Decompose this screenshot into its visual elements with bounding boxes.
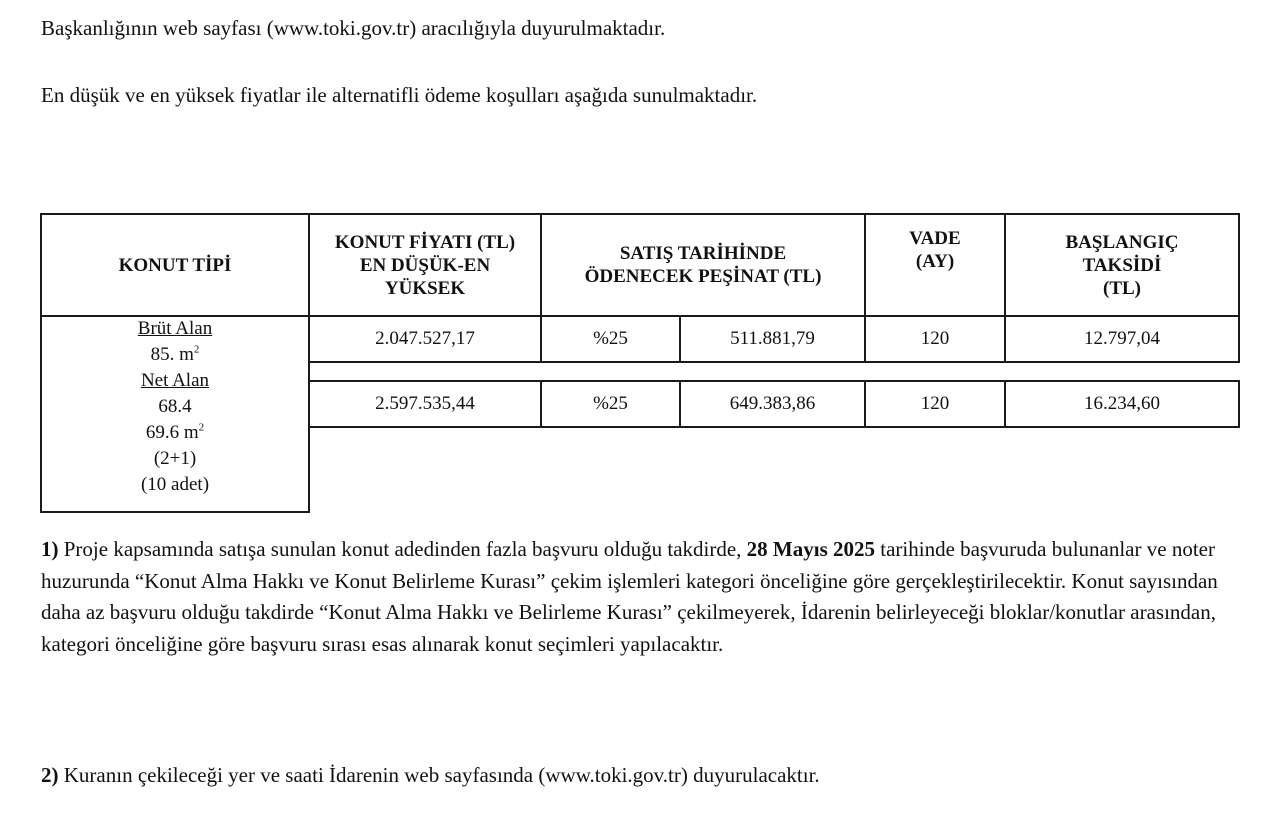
note-1: 1) Proje kapsamında satışa sunulan konut adedinden fazla başvuru olduğu takdirde, 28 Mayıs 2025 tarihinde başvuruda bulunanlar ve noter huzurunda “Konut Alma Hakkı ve Konut Belirleme Kurası” çekim işlemleri kategori önceliğine göre gerçekleştirilecektir. Konut sayısından daha az başvuru olduğu takdirde “Konut Alma Hakkı ve Belirleme Kurası” çekilmeyerek, İdarenin belirleyeceği bloklar/konutlar arasından, kategori önceliğine göre başvuru sırası esas alınarak konut seçimleri yapılacaktır.	[41, 537, 1218, 656]
row2-oran: %25	[593, 393, 628, 414]
note-2-number: 2)	[41, 763, 59, 787]
header-vade: VADE (AY)	[909, 228, 961, 272]
konut-adet: (10 adet)	[140, 474, 210, 495]
note-1-number: 1)	[41, 537, 59, 561]
header-taksit: BAŞLANGIÇ TAKSİDİ (TL)	[1065, 231, 1179, 299]
row1-pesinat: 511.881,79	[730, 328, 815, 349]
brut-alan-value: 85. $m^2$	[150, 343, 200, 365]
header-pesinat: SATIŞ TARİHİNDE ÖDENECEK PEŞİNAT (TL)	[584, 243, 822, 287]
row2-fiyat: 2.597.535,44	[375, 393, 475, 414]
note-1-date: 28 Mayıs 2025	[746, 537, 875, 561]
row1-taksit: 12.797,04	[1084, 328, 1160, 349]
konut-tipi-description	[40, 316, 310, 498]
brut-alan-label: Brüt Alan	[137, 318, 213, 339]
intro-line-1: Başkanlığının web sayfası (www.toki.gov.tr) aracılığıyla duyurulmaktadır.	[41, 16, 666, 40]
header-konut-tipi: KONUT TİPİ	[118, 254, 232, 276]
note-2: 2) Kuranın çekileceği yer ve saati İdarenin web sayfasında (www.toki.gov.tr) duyurulacaktır.	[41, 763, 820, 787]
intro-line-2: En düşük ve en yüksek fiyatlar ile alternatifli ödeme koşulları aşağıda sunulmaktadır.	[41, 83, 758, 107]
row2-pesinat: 649.383,86	[729, 393, 816, 414]
net-alan-value-2: 69.6 $m^2$	[145, 421, 205, 443]
row2-taksit: 16.234,60	[1084, 393, 1160, 414]
net-alan-label: Net Alan	[140, 370, 210, 391]
row1-oran: %25	[593, 328, 628, 349]
row1-vade: 120	[920, 328, 950, 349]
header-konut-fiyati: KONUT FİYATI (TL) EN DÜŞÜK-EN YÜKSEK	[334, 231, 516, 299]
net-alan-value-1: 68.4	[158, 396, 192, 417]
oda-sayisi: (2+1)	[153, 448, 197, 469]
row1-fiyat: 2.047.527,17	[375, 328, 475, 349]
row2-vade: 120	[920, 393, 950, 414]
